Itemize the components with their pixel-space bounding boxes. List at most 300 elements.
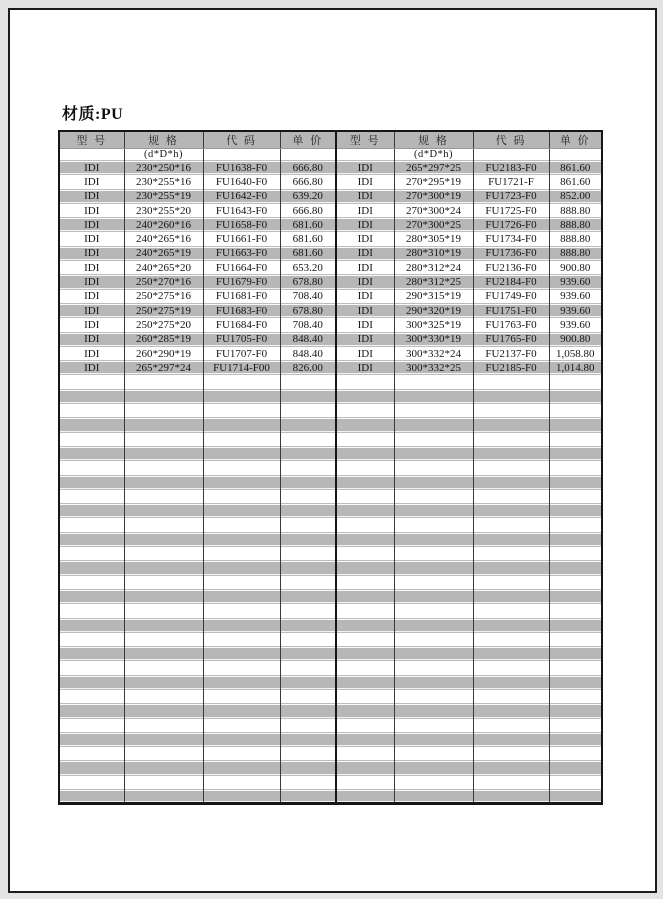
empty-cell <box>549 432 602 446</box>
model-cell: IDI <box>59 346 124 360</box>
empty-cell <box>394 575 473 589</box>
empty-row <box>59 489 602 503</box>
empty-subheader-cell <box>59 149 124 161</box>
spec-cell: 280*305*19 <box>394 232 473 246</box>
empty-cell <box>124 475 203 489</box>
empty-cell <box>124 375 203 389</box>
empty-cell <box>59 532 124 546</box>
page-title: 材质:PU <box>62 106 124 123</box>
price-cell: 1,058.80 <box>549 346 602 360</box>
model-cell: IDI <box>336 161 394 175</box>
empty-cell <box>280 632 336 646</box>
empty-cell <box>124 732 203 746</box>
empty-cell <box>473 461 549 475</box>
empty-cell <box>336 618 394 632</box>
model-cell: IDI <box>59 318 124 332</box>
empty-cell <box>203 518 280 532</box>
empty-cell <box>124 404 203 418</box>
spec-cell: 240*260*16 <box>124 218 203 232</box>
table-row <box>59 303 602 317</box>
empty-cell <box>59 446 124 460</box>
subheader-row <box>59 149 602 161</box>
empty-cell <box>336 589 394 603</box>
model-cell: IDI <box>336 275 394 289</box>
code-cell: FU1751-F0 <box>473 303 549 317</box>
empty-cell <box>203 504 280 518</box>
empty-cell <box>59 389 124 403</box>
model-cell: IDI <box>59 303 124 317</box>
empty-cell <box>336 475 394 489</box>
price-cell: 888.80 <box>549 246 602 260</box>
empty-cell <box>203 647 280 661</box>
empty-cell <box>59 404 124 418</box>
empty-cell <box>473 547 549 561</box>
empty-cell <box>394 418 473 432</box>
empty-cell <box>124 461 203 475</box>
empty-cell <box>336 790 394 804</box>
empty-cell <box>549 618 602 632</box>
empty-row <box>59 589 602 603</box>
empty-cell <box>203 661 280 675</box>
empty-cell <box>59 475 124 489</box>
spec-cell: 280*310*19 <box>394 246 473 260</box>
empty-row <box>59 790 602 804</box>
empty-cell <box>473 389 549 403</box>
empty-cell <box>473 761 549 775</box>
empty-cell <box>549 689 602 703</box>
empty-cell <box>203 718 280 732</box>
code-cell: FU2185-F0 <box>473 361 549 375</box>
empty-cell <box>394 790 473 804</box>
empty-cell <box>336 461 394 475</box>
empty-cell <box>280 547 336 561</box>
spec-cell: 250*275*20 <box>124 318 203 332</box>
empty-cell <box>336 675 394 689</box>
empty-cell <box>336 532 394 546</box>
code-cell: FU1734-F0 <box>473 232 549 246</box>
spec-cell: 300*330*19 <box>394 332 473 346</box>
price-cell: 939.60 <box>549 289 602 303</box>
column-header-code: 代 码 <box>473 131 549 149</box>
empty-cell <box>203 404 280 418</box>
empty-cell <box>124 704 203 718</box>
empty-cell <box>336 575 394 589</box>
empty-cell <box>394 689 473 703</box>
empty-cell <box>473 618 549 632</box>
empty-cell <box>549 661 602 675</box>
empty-cell <box>59 375 124 389</box>
empty-cell <box>203 418 280 432</box>
empty-cell <box>394 589 473 603</box>
model-cell: IDI <box>336 318 394 332</box>
price-cell: 681.60 <box>280 218 336 232</box>
empty-cell <box>336 604 394 618</box>
empty-cell <box>203 675 280 689</box>
empty-cell <box>280 675 336 689</box>
empty-cell <box>394 532 473 546</box>
empty-cell <box>59 732 124 746</box>
empty-cell <box>124 504 203 518</box>
empty-cell <box>336 632 394 646</box>
model-cell: IDI <box>59 275 124 289</box>
empty-cell <box>124 418 203 432</box>
empty-cell <box>203 575 280 589</box>
empty-row <box>59 404 602 418</box>
empty-cell <box>124 518 203 532</box>
empty-cell <box>549 561 602 575</box>
empty-cell <box>473 647 549 661</box>
header-row <box>59 131 602 149</box>
empty-cell <box>280 775 336 789</box>
code-cell: FU1664-F0 <box>203 261 280 275</box>
empty-cell <box>549 575 602 589</box>
spec-cell: 265*297*24 <box>124 361 203 375</box>
model-cell: IDI <box>336 203 394 217</box>
table-header <box>59 131 602 161</box>
empty-row <box>59 532 602 546</box>
code-cell: FU2136-F0 <box>473 261 549 275</box>
table-row <box>59 175 602 189</box>
spec-cell: 270*300*25 <box>394 218 473 232</box>
empty-cell <box>280 747 336 761</box>
empty-cell <box>59 775 124 789</box>
empty-cell <box>280 618 336 632</box>
empty-cell <box>59 589 124 603</box>
empty-cell <box>394 475 473 489</box>
price-cell: 678.80 <box>280 303 336 317</box>
price-cell: 708.40 <box>280 289 336 303</box>
empty-row <box>59 775 602 789</box>
price-cell: 861.60 <box>549 175 602 189</box>
empty-row <box>59 704 602 718</box>
empty-subheader-cell <box>203 149 280 161</box>
empty-cell <box>280 604 336 618</box>
price-cell: 639.20 <box>280 189 336 203</box>
empty-cell <box>59 718 124 732</box>
empty-cell <box>280 761 336 775</box>
empty-cell <box>549 790 602 804</box>
code-cell: FU1726-F0 <box>473 218 549 232</box>
empty-row <box>59 547 602 561</box>
empty-cell <box>549 504 602 518</box>
model-cell: IDI <box>59 161 124 175</box>
empty-cell <box>473 489 549 503</box>
empty-row <box>59 761 602 775</box>
table-row <box>59 246 602 260</box>
price-cell: 678.80 <box>280 275 336 289</box>
empty-cell <box>280 489 336 503</box>
empty-cell <box>394 604 473 618</box>
empty-cell <box>124 561 203 575</box>
spec-cell: 240*265*19 <box>124 246 203 260</box>
price-table <box>58 130 603 805</box>
empty-cell <box>473 518 549 532</box>
code-cell: FU1684-F0 <box>203 318 280 332</box>
empty-cell <box>549 547 602 561</box>
column-header-spec: 规 格 <box>394 131 473 149</box>
empty-cell <box>124 547 203 561</box>
empty-cell <box>549 489 602 503</box>
empty-row <box>59 604 602 618</box>
empty-cell <box>280 575 336 589</box>
column-header-price: 单 价 <box>549 131 602 149</box>
empty-cell <box>549 747 602 761</box>
empty-cell <box>549 704 602 718</box>
empty-cell <box>549 418 602 432</box>
empty-cell <box>473 632 549 646</box>
empty-cell <box>124 761 203 775</box>
spec-cell: 250*275*16 <box>124 289 203 303</box>
empty-cell <box>59 432 124 446</box>
code-cell: FU2183-F0 <box>473 161 549 175</box>
empty-cell <box>336 375 394 389</box>
model-cell: IDI <box>336 289 394 303</box>
empty-cell <box>394 732 473 746</box>
empty-cell <box>549 461 602 475</box>
empty-cell <box>59 561 124 575</box>
empty-cell <box>549 518 602 532</box>
empty-cell <box>473 604 549 618</box>
empty-cell <box>473 375 549 389</box>
empty-row <box>59 575 602 589</box>
model-cell: IDI <box>59 218 124 232</box>
empty-cell <box>280 518 336 532</box>
empty-cell <box>394 647 473 661</box>
code-cell: FU1658-F0 <box>203 218 280 232</box>
empty-cell <box>59 647 124 661</box>
model-cell: IDI <box>59 261 124 275</box>
empty-cell <box>473 775 549 789</box>
model-cell: IDI <box>336 303 394 317</box>
empty-cell <box>203 547 280 561</box>
price-cell: 681.60 <box>280 232 336 246</box>
spec-cell: 240*265*16 <box>124 232 203 246</box>
empty-cell <box>473 404 549 418</box>
price-cell: 848.40 <box>280 332 336 346</box>
empty-cell <box>124 675 203 689</box>
empty-cell <box>203 747 280 761</box>
model-cell: IDI <box>59 332 124 346</box>
model-cell: IDI <box>336 246 394 260</box>
model-cell: IDI <box>59 289 124 303</box>
spec-dimension-subheader: (d*D*h) <box>124 149 203 161</box>
code-cell: FU1638-F0 <box>203 161 280 175</box>
empty-cell <box>336 761 394 775</box>
empty-cell <box>473 732 549 746</box>
empty-cell <box>336 689 394 703</box>
empty-cell <box>394 389 473 403</box>
empty-cell <box>203 461 280 475</box>
empty-cell <box>124 589 203 603</box>
empty-cell <box>124 661 203 675</box>
price-cell: 939.60 <box>549 275 602 289</box>
empty-cell <box>280 561 336 575</box>
empty-cell <box>473 532 549 546</box>
empty-cell <box>336 732 394 746</box>
spec-cell: 300*325*19 <box>394 318 473 332</box>
table-row <box>59 189 602 203</box>
empty-cell <box>59 461 124 475</box>
empty-cell <box>203 489 280 503</box>
empty-cell <box>473 747 549 761</box>
empty-subheader-cell <box>473 149 549 161</box>
empty-cell <box>549 718 602 732</box>
empty-cell <box>203 589 280 603</box>
spec-cell: 300*332*25 <box>394 361 473 375</box>
empty-cell <box>336 504 394 518</box>
model-cell: IDI <box>336 189 394 203</box>
empty-cell <box>394 375 473 389</box>
empty-cell <box>549 732 602 746</box>
code-cell: FU1763-F0 <box>473 318 549 332</box>
empty-cell <box>549 632 602 646</box>
empty-cell <box>473 661 549 675</box>
empty-cell <box>280 718 336 732</box>
spec-cell: 230*255*20 <box>124 203 203 217</box>
empty-cell <box>394 446 473 460</box>
empty-cell <box>124 432 203 446</box>
empty-cell <box>394 561 473 575</box>
empty-cell <box>59 489 124 503</box>
table-row <box>59 161 602 175</box>
price-cell: 848.40 <box>280 346 336 360</box>
empty-cell <box>203 732 280 746</box>
empty-cell <box>124 790 203 804</box>
model-cell: IDI <box>336 361 394 375</box>
spec-cell: 280*312*24 <box>394 261 473 275</box>
empty-cell <box>59 790 124 804</box>
empty-cell <box>473 418 549 432</box>
empty-cell <box>203 790 280 804</box>
empty-cell <box>336 446 394 460</box>
spec-cell: 270*295*19 <box>394 175 473 189</box>
empty-cell <box>473 718 549 732</box>
empty-cell <box>473 790 549 804</box>
empty-cell <box>549 761 602 775</box>
empty-cell <box>203 775 280 789</box>
empty-cell <box>280 375 336 389</box>
model-cell: IDI <box>336 261 394 275</box>
spec-cell: 230*255*16 <box>124 175 203 189</box>
code-cell: FU1663-F0 <box>203 246 280 260</box>
empty-cell <box>394 432 473 446</box>
table-row <box>59 218 602 232</box>
empty-cell <box>280 418 336 432</box>
model-cell: IDI <box>59 361 124 375</box>
spec-cell: 290*320*19 <box>394 303 473 317</box>
model-cell: IDI <box>59 175 124 189</box>
price-cell: 826.00 <box>280 361 336 375</box>
empty-row <box>59 647 602 661</box>
table-row <box>59 261 602 275</box>
empty-row <box>59 732 602 746</box>
empty-cell <box>124 446 203 460</box>
spec-cell: 230*255*19 <box>124 189 203 203</box>
empty-cell <box>394 489 473 503</box>
model-cell: IDI <box>336 175 394 189</box>
spec-cell: 240*265*20 <box>124 261 203 275</box>
empty-row <box>59 718 602 732</box>
empty-cell <box>336 432 394 446</box>
empty-cell <box>59 632 124 646</box>
empty-cell <box>203 561 280 575</box>
empty-cell <box>59 661 124 675</box>
empty-cell <box>59 504 124 518</box>
empty-row <box>59 446 602 460</box>
price-cell: 666.80 <box>280 203 336 217</box>
empty-row <box>59 504 602 518</box>
empty-cell <box>473 504 549 518</box>
price-cell: 666.80 <box>280 175 336 189</box>
empty-cell <box>473 675 549 689</box>
empty-cell <box>59 418 124 432</box>
empty-cell <box>280 790 336 804</box>
empty-cell <box>280 704 336 718</box>
empty-cell <box>203 475 280 489</box>
empty-cell <box>336 561 394 575</box>
spec-cell: 290*315*19 <box>394 289 473 303</box>
table-row <box>59 361 602 375</box>
code-cell: FU2137-F0 <box>473 346 549 360</box>
empty-cell <box>473 432 549 446</box>
empty-cell <box>336 747 394 761</box>
document-page <box>8 8 657 893</box>
empty-cell <box>394 747 473 761</box>
empty-cell <box>280 504 336 518</box>
model-cell: IDI <box>336 346 394 360</box>
table-row <box>59 232 602 246</box>
table-row <box>59 346 602 360</box>
empty-cell <box>124 747 203 761</box>
empty-cell <box>59 518 124 532</box>
price-cell: 852.00 <box>549 189 602 203</box>
empty-cell <box>280 589 336 603</box>
code-cell: FU1661-F0 <box>203 232 280 246</box>
empty-cell <box>549 389 602 403</box>
model-cell: IDI <box>336 232 394 246</box>
empty-cell <box>473 689 549 703</box>
empty-cell <box>336 647 394 661</box>
empty-cell <box>473 561 549 575</box>
empty-cell <box>336 547 394 561</box>
empty-cell <box>336 518 394 532</box>
empty-cell <box>394 704 473 718</box>
empty-cell <box>124 775 203 789</box>
price-cell: 653.20 <box>280 261 336 275</box>
empty-cell <box>473 575 549 589</box>
empty-cell <box>336 418 394 432</box>
empty-row <box>59 632 602 646</box>
empty-row <box>59 475 602 489</box>
empty-cell <box>336 775 394 789</box>
empty-cell <box>124 604 203 618</box>
code-cell: FU1749-F0 <box>473 289 549 303</box>
empty-cell <box>59 761 124 775</box>
empty-row <box>59 618 602 632</box>
empty-subheader-cell <box>549 149 602 161</box>
spec-cell: 230*250*16 <box>124 161 203 175</box>
empty-subheader-cell <box>336 149 394 161</box>
code-cell: FU1679-F0 <box>203 275 280 289</box>
empty-cell <box>549 589 602 603</box>
price-cell: 939.60 <box>549 318 602 332</box>
empty-cell <box>549 604 602 618</box>
empty-cell <box>203 704 280 718</box>
empty-cell <box>280 475 336 489</box>
spec-cell: 270*300*19 <box>394 189 473 203</box>
column-header-code: 代 码 <box>203 131 280 149</box>
empty-row <box>59 747 602 761</box>
